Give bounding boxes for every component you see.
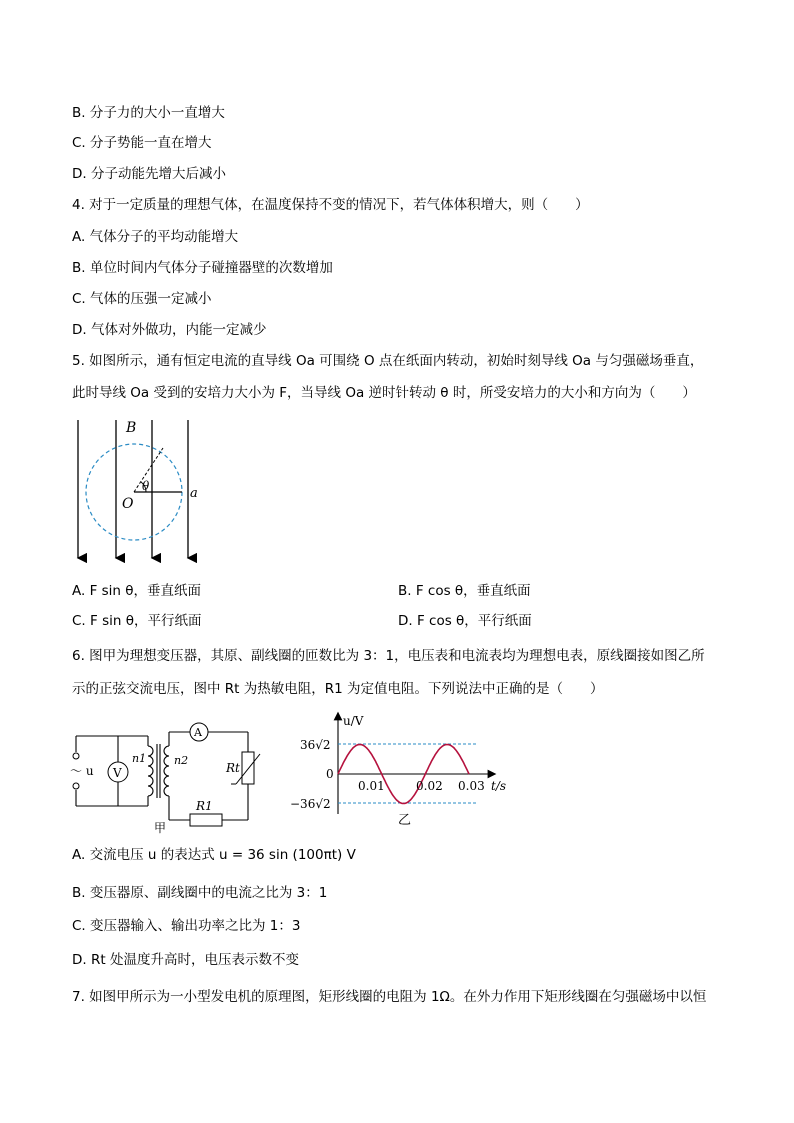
origin-label: 0 [326, 767, 334, 781]
q5-option-c: C. F sin θ，平行纸面 [72, 613, 202, 629]
q6-transformer-circuit [66, 722, 276, 834]
q5-option-d: D. F cos θ，平行纸面 [398, 613, 532, 629]
y-bottom-label: −36√2 [290, 797, 331, 811]
source-label: ～ u [70, 764, 94, 778]
source-terminal [73, 783, 79, 789]
q6-stem-line1: 6. 图甲为理想变压器，其原、副线圈的匝数比为 3：1，电压表和电流表均为理想电表，原线圈接如图乙所 [72, 648, 705, 664]
q4-option-c: C. 气体的压强一定减小 [72, 291, 212, 307]
q6-option-a: A. 交流电压 u 的表达式 u = 36 sin (100πt) V [72, 847, 356, 863]
circuit-caption: 甲 [154, 821, 167, 834]
label-b: B [126, 420, 137, 436]
x-tick-label: 0.01 [358, 779, 385, 793]
n1-label: n1 [132, 752, 147, 765]
x-tick-label: 0.03 [458, 779, 485, 793]
n2-label: n2 [174, 754, 189, 767]
rt-label: Rt [226, 761, 240, 775]
q5-option-a: A. F sin θ，垂直纸面 [72, 583, 202, 599]
source-terminal [73, 753, 79, 759]
y-axis-label: u/V [343, 714, 364, 728]
q6-option-d: D. Rt 处温度升高时，电压表示数不变 [72, 952, 299, 968]
q5-stem-line2: 此时导线 Oa 受到的安培力大小为 F，当导线 Oa 逆时针转动 θ 时，所受安培力的大小和方向为（ ） [72, 385, 696, 401]
q5-stem-line1: 5. 如图所示，通有恒定电流的直导线 Oa 可围绕 O 点在纸面内转动，初始时刻导线 Oa 与匀强磁场垂直， [72, 353, 704, 369]
q4-option-a: A. 气体分子的平均动能增大 [72, 229, 239, 245]
q5-magnetic-field-figure [66, 418, 206, 566]
voltmeter-label: V [113, 766, 122, 780]
resistor-r1 [190, 814, 222, 826]
r1-label: R1 [196, 799, 213, 813]
q6-option-b: B. 变压器原、副线圈中的电流之比为 3：1 [72, 885, 328, 901]
q4-stem: 4. 对于一定质量的理想气体，在温度保持不变的情况下，若气体体积增大，则（ ） [72, 197, 589, 213]
x-axis-label: t/s [491, 779, 507, 793]
q4-option-d: D. 气体对外做功，内能一定减少 [72, 322, 267, 338]
y-top-label: 36√2 [300, 738, 331, 752]
q3-option-c: C. 分子势能一直在增大 [72, 135, 212, 151]
q6-stem-line2: 示的正弦交流电压，图中 Rt 为热敏电阻，R1 为定值电阻。下列说法中正确的是（ ） [72, 681, 604, 697]
q6-option-c: C. 变压器输入、输出功率之比为 1：3 [72, 918, 301, 934]
q4-option-b: B. 单位时间内气体分子碰撞器壁的次数增加 [72, 260, 333, 276]
x-tick-label: 0.02 [416, 779, 443, 793]
q7-stem-line1: 7. 如图甲所示为一小型发电机的原理图，矩形线圈的电阻为 1Ω。在外力作用下矩形线圈在匀强磁场中以恒 [72, 989, 707, 1005]
ammeter-label: A [194, 726, 202, 739]
graph-caption: 乙 [398, 813, 412, 828]
q3-option-d: D. 分子动能先增大后减小 [72, 166, 226, 182]
q6-voltage-graph [286, 710, 518, 828]
q3-option-b: B. 分子力的大小一直增大 [72, 105, 225, 121]
thermistor-rt [242, 752, 254, 784]
label-o: O [122, 496, 134, 512]
label-theta: θ [142, 479, 150, 493]
label-a: a [190, 486, 198, 501]
q5-option-b: B. F cos θ，垂直纸面 [398, 583, 531, 599]
